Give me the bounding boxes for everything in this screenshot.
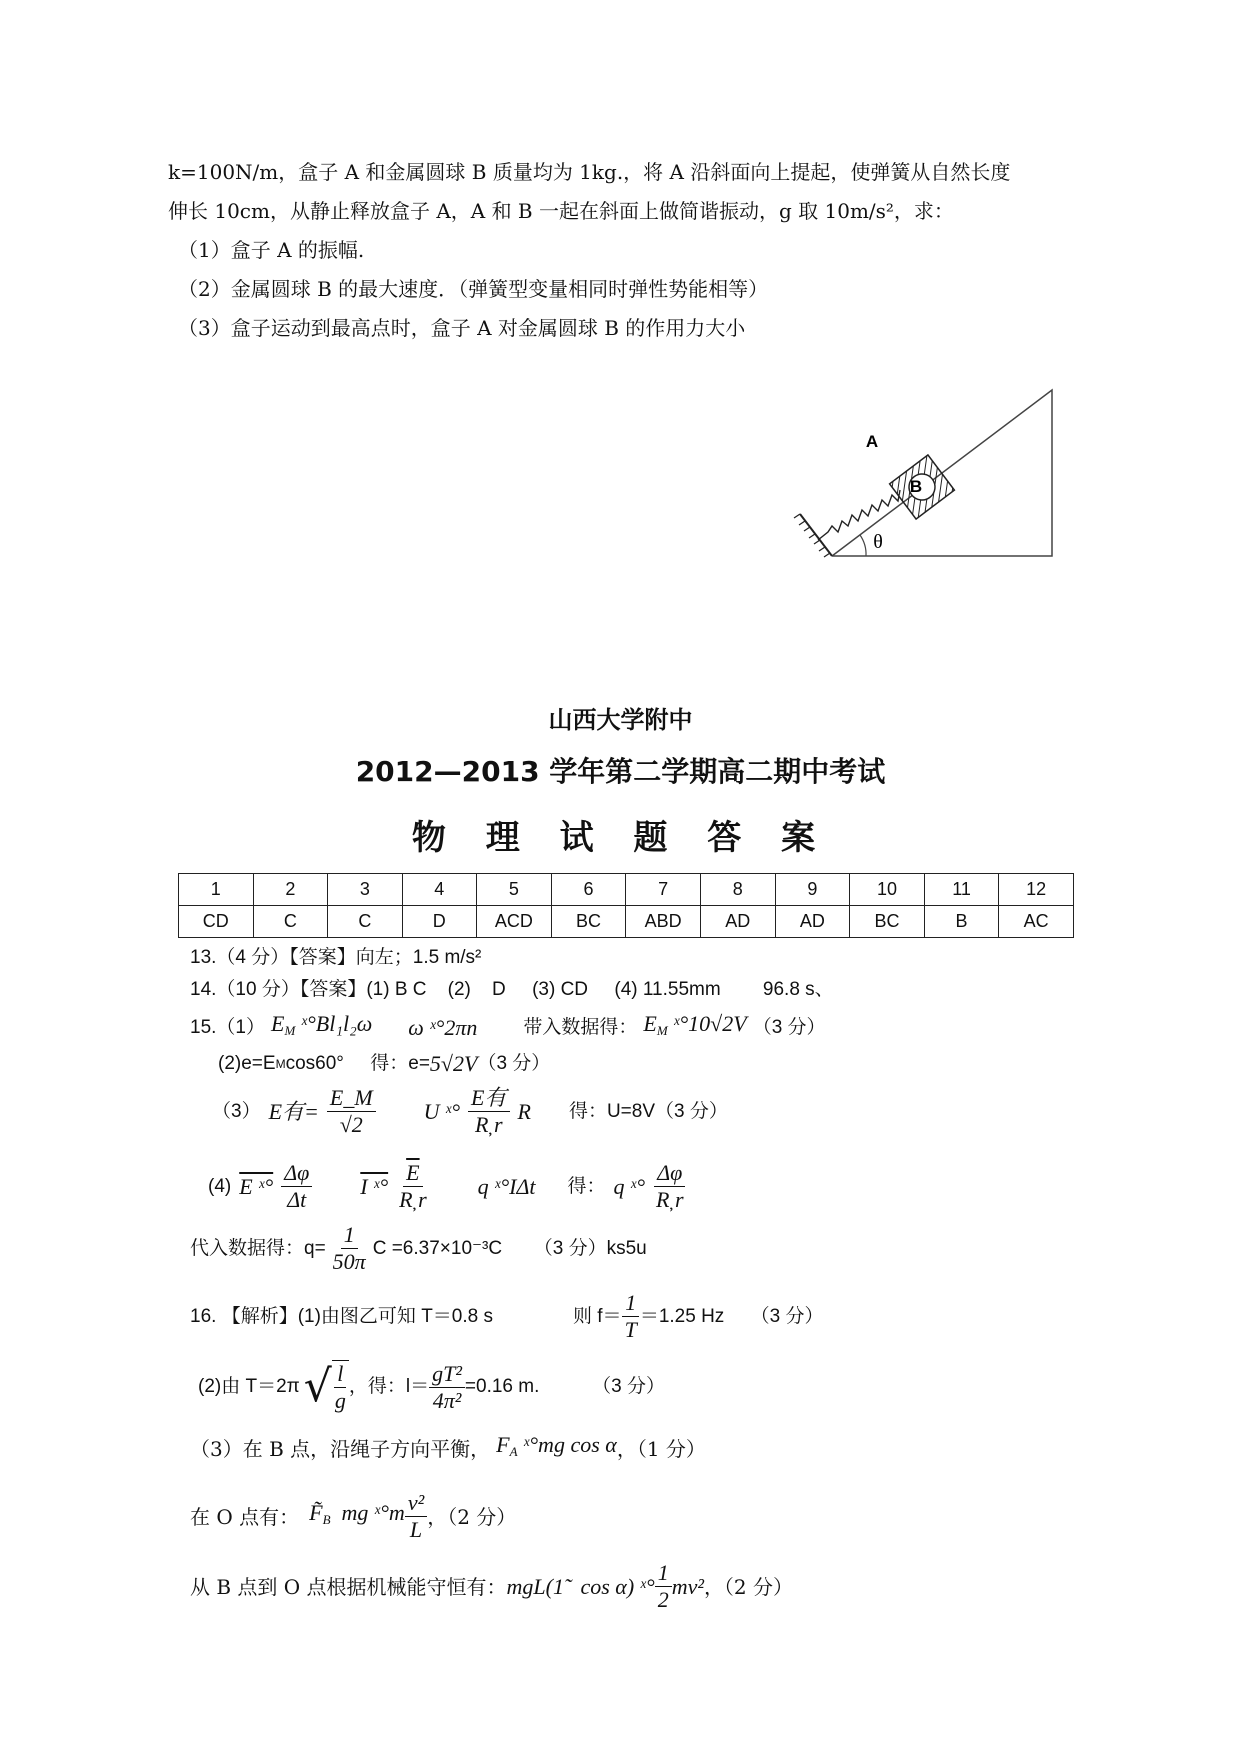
a15-5-frac: $\frac{1}{50\pi}$ [332,1222,366,1274]
table-cell: C [328,906,402,938]
answer-15-4: (4) E ˣ° $\frac{\Delta\varphi}{\Delta t}$ I ˣ° $\frac{\overline{E}}{R̦ r}$ q ˣ°IΔt 得： q ˣ° $\frac{\Delta\varphi}{R̦ r}$ [208,1160,687,1213]
a15-1-formula-omega: ω ˣ°2πn [408,1014,478,1040]
table-cell: BC [551,906,626,938]
school-name: 山西大学附中 [548,706,693,734]
a15-1-score: （3 分） [752,1016,826,1038]
problem-line-1: k=100N/m，盒子 A 和金属圆球 B 质量均为 1kg.，将 A 沿斜面向上提起，使弹簧从自然长度 [168,160,1011,184]
table-cell: C [253,906,327,938]
table-cell: CD [179,906,254,938]
a15-4-frac-i: $\frac{\overline{E}}{R̦ r}$ [399,1160,427,1212]
a16-2-frac: $\frac{\text{gT²}}{\text{4π²}}$ [429,1361,465,1414]
a15-1-formula-em: $E_M$ ˣ°Bl₁l₂ω [270,1011,373,1038]
table-cell: 4 [402,874,476,906]
answer-table [178,873,1074,938]
table-cell: ACD [477,906,552,938]
a15-1-formula-result: $E_M$ ˣ°10√2V [643,1011,747,1038]
table-cell: ABD [626,906,701,938]
answer-16-2: (2)由 T＝2π √ $\frac{l}{g}$ ，得：l＝ $\frac{\text{gT²}}{\text{4π²}}$ =0.16 m. （3 分） [198,1360,666,1413]
table-row-numbers [179,874,1074,906]
table-cell: 8 [701,874,776,906]
answer-14: 14.（10 分）【答案】(1) B C (2) D (3) CD (4) 11.55mm 96.8 s、 [190,979,834,1000]
a15-1-prefix: 15.（1） [190,1016,265,1038]
table-cell: 5 [477,874,552,906]
answer-16-5: 从 B 点到 O 点根据机械能守恒有： mgL(1̃ cos α) ˣ° $\frac{1}{2}$ mv² ，（2 分） [190,1560,794,1612]
a15-1-mid: 带入数据得： [523,1016,638,1038]
question-2: （2）金属圆球 B 的最大速度．（弹簧型变量相同时弹性势能相等） [178,277,769,301]
table-cell: 1 [179,874,254,906]
wall-line [800,514,832,556]
table-cell: 6 [551,874,626,906]
sqrt-l-over-g: √ $\frac{l}{g}$ [304,1360,349,1414]
label-theta: θ [873,531,883,553]
a16-1-frac: $\frac{1}{T}$ [622,1290,640,1343]
question-3: （3）盒子运动到最高点时，盒子 A 对金属圆球 B 的作用力大小 [178,316,746,340]
answer-15-2: (2)e=E M cos60° 得：e= 5√2V （3 分） [218,1051,551,1076]
label-a: A [865,432,879,451]
answer-16-3: （3）在 B 点，沿绳子方向平衡， $F_A$ ˣ°mg cos α ，（1 分） [190,1432,706,1461]
table-row-answers [179,906,1074,938]
a15-4-frac-e: $\frac{\Delta\varphi}{\Delta t}$ [281,1160,312,1213]
table-cell: 3 [328,874,402,906]
answer-15-5: 代入数据得：q= $\frac{1}{50\pi}$ C =6.37×10⁻³C （3 分）ks5u [190,1222,647,1274]
answer-16-1: 16. 【解析】(1)由图乙可知 T＝0.8 s 则 f＝ $\frac{1}{T}$ ＝1.25 Hz （3 分） [190,1290,824,1342]
a16-5-frac: $\frac{1}{2}$ [655,1560,672,1613]
table-cell: 7 [626,874,701,906]
answer-15-1 [190,1012,826,1043]
table-cell: AC [999,906,1074,938]
table-cell: BC [850,906,925,938]
answer-15-3: （3） E有= $\frac{E\_M}{√2}$ U ˣ° $\frac{\text{E有}}{R̦ r}$ R 得：U=8V（3 分） [212,1085,728,1137]
table-cell: AD [775,906,850,938]
a15-3-frac-u: $\frac{\text{E有}}{R̦ r}$ [468,1085,509,1138]
problem-line-2: 伸长 10cm，从静止释放盒子 A，A 和 B 一起在斜面上做简谐振动，g 取 10m/s²，求： [168,199,954,223]
a15-2-value: 5√2V [429,1051,478,1076]
a15-4-frac-q: $\frac{\Delta\varphi}{R̦ r}$ [656,1160,684,1212]
spring [818,490,900,540]
table-cell: AD [701,906,776,938]
label-b: B [909,477,923,496]
a15-3-frac-e: $\frac{E\_M}{√2}$ [327,1085,376,1138]
table-cell: 11 [924,874,999,906]
a16-4-frac: $\frac{\text{v²}}{L}$ [405,1490,427,1543]
table-cell: 2 [253,874,327,906]
a15-2-score: （3 分） [477,1053,551,1074]
answer-16-4: 在 O 点有： $F̃_B$ mg ˣ°m $\frac{\text{v²}}{L}$ ，（2 分） [190,1490,517,1542]
angle-arc [860,535,866,556]
table-cell: B [924,906,999,938]
incline-diagram [780,380,1070,570]
table-cell: 9 [775,874,850,906]
question-1: （1）盒子 A 的振幅. [178,238,365,262]
answer-13: 13.（4 分）【答案】向左；1.5 m/s² [190,947,482,968]
subject-title: 物 理 试 题 答 案 [411,818,830,858]
exam-title: 2012—2013 学年第二学期高二期中考试 [355,755,886,788]
table-cell: 10 [850,874,925,906]
table-cell: D [402,906,476,938]
table-cell: 12 [999,874,1074,906]
